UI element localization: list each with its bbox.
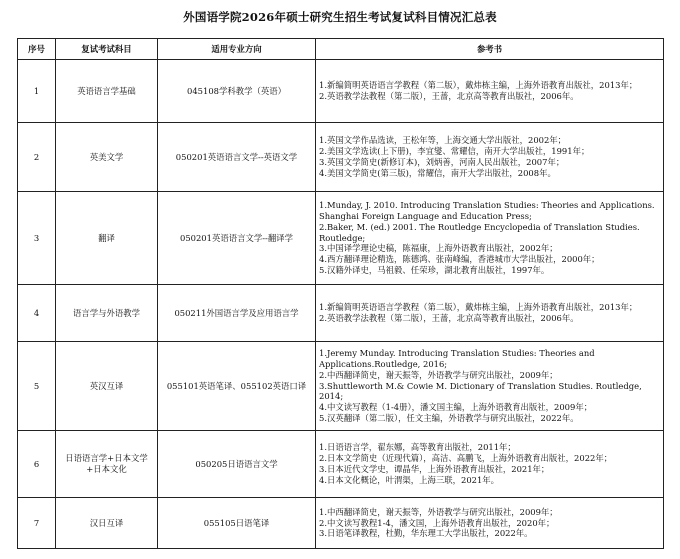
row-number: 3	[18, 192, 56, 285]
applicable-major: 055105日语笔译	[158, 498, 316, 549]
reference-book-entry: 3.中国译学理论史稿，陈福康，上海外语教育出版社，2002年；	[319, 243, 558, 254]
row-number: 4	[18, 285, 56, 342]
header-subject: 复试考试科目	[56, 39, 158, 60]
reference-book-entry: 1.Munday, J. 2010. Introducing Translation Studies: Theories and Applications. Shanghai Foreign Language and Education Press;	[319, 200, 655, 221]
table-row	[18, 123, 664, 192]
table-row	[18, 498, 664, 549]
reference-book-entry: 2.日本文学简史（近现代篇），高洁、高鹏飞，上海外语教育出版社，2022年；	[319, 453, 613, 464]
reference-book-entry: 5.汉英翻译（第二版），任文主编，外语教学与研究出版社，2022年。	[319, 412, 579, 423]
reference-books	[316, 60, 664, 123]
retest-subjects-table	[17, 38, 664, 549]
reference-book-entry: 3.日本近代文学史，谭晶华，上海外语教育出版社，2021年；	[319, 464, 550, 474]
row-number: 5	[18, 342, 56, 431]
exam-subject: 翻译	[56, 192, 158, 285]
reference-book-entry: 4.美国文学简史(第三版)，常耀信，南开大学出版社，2008年。	[319, 167, 556, 178]
reference-books	[316, 123, 664, 192]
applicable-major: 045108学科教学（英语）	[158, 60, 316, 123]
applicable-major: 050201英语语言文学--英语文学	[158, 123, 316, 192]
reference-book-entry: 4.西方翻译理论精选，陈德鸿、张南峰编，香港城市大学出版社，2000年；	[319, 254, 600, 265]
table-row	[18, 192, 664, 285]
reference-books	[316, 431, 664, 498]
row-number: 1	[18, 60, 56, 123]
table-header-row	[18, 39, 664, 60]
reference-book-entry: 2.美国文学选读(上下册)，李宜燮、常耀信，南开大学出版社，1991年；	[319, 146, 590, 157]
reference-book-entry: 1.日语语言学，翟东娜，高等教育出版社，2011年；	[319, 442, 516, 453]
reference-books	[316, 285, 664, 342]
applicable-major: 050205日语语言文学	[158, 431, 316, 498]
applicable-major: 050211外国语言学及应用语言学	[158, 285, 316, 342]
reference-book-entry: 3.Shuttleworth M.& Cowie M. Dictionary of Translation Studies. Routledge, 2014;	[319, 380, 642, 402]
reference-book-entry: 5.汉籍外译史，马祖毅、任荣珍，湖北教育出版社，1997年。	[319, 264, 550, 275]
document-title: 外国语学院2026年硕士研究生招生考试复试科目情况汇总表	[183, 10, 497, 24]
reference-books	[316, 192, 664, 285]
reference-book-entry: 1.Jeremy Munday. Introducing Translation Studies: Theories and Applications.Routledge, 2016;	[319, 348, 595, 369]
reference-book-entry: 3.英国文学简史(新修订本)，刘炳善，河南人民出版社，2007年；	[319, 157, 565, 167]
reference-book-entry: 4.日本文化概论，叶渭渠，上海三联，2021年。	[319, 474, 500, 485]
exam-subject: 英美文学	[56, 123, 158, 192]
reference-book-entry: 2.英语教学法教程（第二版），王蔷，北京高等教育出版社，2006年。	[319, 91, 579, 101]
table-row	[18, 60, 664, 123]
reference-books	[316, 498, 664, 549]
exam-subject: 语言学与外语教学	[56, 285, 158, 342]
applicable-major: 055101英语笔译、055102英语口译	[158, 342, 316, 431]
row-number: 6	[18, 431, 56, 498]
reference-book-entry: 1.新编简明英语语言学教程（第二版），戴炜栋主编，上海外语教育出版社，2013年；	[319, 80, 638, 91]
reference-book-entry: 1.中西翻译简史，谢天振等，外语教学与研究出版社，2009年；	[319, 506, 558, 517]
reference-book-entry: 2.Baker, M. (ed.) 2001. The Routledge Encyclopedia of Translation Studies. Routledge;	[319, 221, 640, 243]
applicable-major: 050201英语语言文学--翻译学	[158, 192, 316, 285]
header-references: 参考书	[316, 39, 664, 60]
reference-book-entry: 3.日语笔译教程，杜勤，华东理工大学出版社，2022年。	[319, 528, 533, 539]
header-major: 适用专业方向	[158, 39, 316, 60]
reference-book-entry: 2.中西翻译简史，谢天振等，外语教学与研究出版社，2009年；	[319, 369, 558, 380]
exam-subject: 英语语言学基础	[56, 60, 158, 123]
reference-books	[316, 342, 664, 431]
row-number: 7	[18, 498, 56, 549]
reference-book-entry: 1.新编简明英语语言学教程（第二版），戴炜栋主编，上海外语教育出版社，2013年；	[319, 302, 638, 313]
exam-subject: 英汉互译	[56, 342, 158, 431]
header-number: 序号	[18, 39, 56, 60]
table-row	[18, 285, 664, 342]
exam-subject: 汉日互译	[56, 498, 158, 549]
reference-book-entry: 4.中文读写教程（1-4册），潘文国主编，上海外语教育出版社，2009年；	[319, 402, 593, 413]
reference-book-entry: 2.中文读写教程1-4，潘文国，上海外语教育出版社，2020年；	[319, 517, 555, 528]
reference-book-entry: 1.英国文学作品选读，王松年等，上海交通大学出版社，2002年；	[319, 135, 567, 146]
row-number: 2	[18, 123, 56, 192]
exam-subject: 日语语言学+日本文学+日本文化	[56, 431, 158, 498]
table-row	[18, 342, 664, 431]
table-row	[18, 431, 664, 498]
reference-book-entry: 2.英语教学法教程（第二版），王蔷，北京高等教育出版社，2006年。	[319, 313, 579, 323]
